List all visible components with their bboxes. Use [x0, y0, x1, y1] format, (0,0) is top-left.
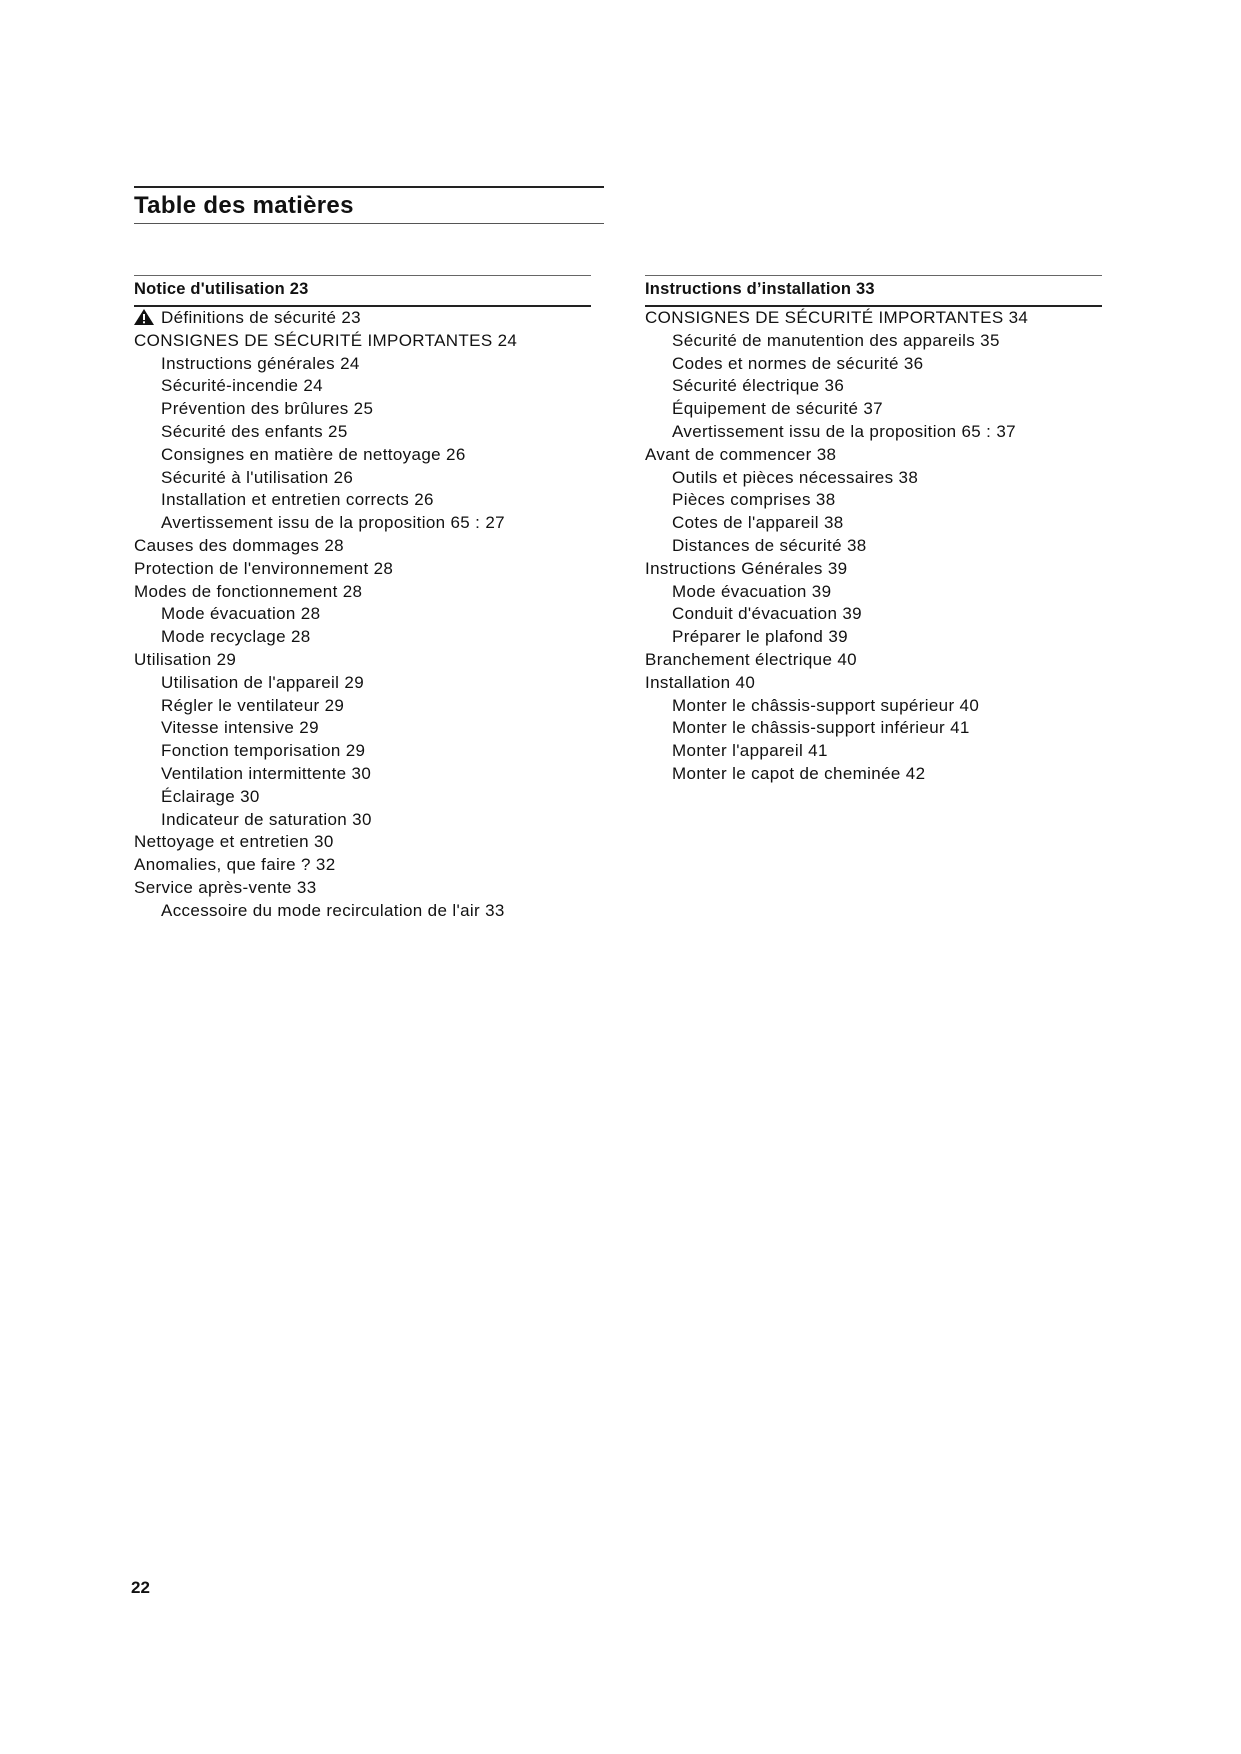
toc-entry-label: Codes et normes de sécurité 36 — [672, 353, 924, 373]
toc-entry[interactable] — [645, 649, 1102, 672]
toc-entry-label: Utilisation de l'appareil 29 — [161, 672, 364, 692]
toc-entry[interactable] — [645, 763, 1102, 786]
toc-column-installation — [645, 275, 1102, 786]
toc-entry[interactable] — [134, 375, 591, 398]
toc-entry-label: Mode évacuation 28 — [161, 604, 321, 624]
toc-entry[interactable] — [134, 900, 591, 923]
toc-entry[interactable] — [134, 489, 591, 512]
toc-list — [645, 307, 1102, 786]
toc-entry-label: Équipement de sécurité 37 — [672, 399, 883, 419]
toc-entry-label: Avertissement issu de la proposition 65 : 27 — [161, 513, 505, 533]
toc-entry-label: Mode recyclage 28 — [161, 627, 311, 647]
toc-entry[interactable] — [645, 717, 1102, 740]
toc-entry[interactable] — [134, 649, 591, 672]
toc-entry[interactable] — [645, 740, 1102, 763]
toc-entry[interactable] — [134, 763, 591, 786]
toc-entry-label: Cotes de l'appareil 38 — [672, 513, 844, 533]
toc-entry-label: Branchement électrique 40 — [645, 649, 857, 669]
toc-entry-label: Éclairage 30 — [161, 786, 260, 806]
toc-entry[interactable] — [645, 444, 1102, 467]
toc-entry-label: Prévention des brûlures 25 — [161, 399, 374, 419]
toc-entry[interactable] — [645, 489, 1102, 512]
toc-entry-label: Monter le châssis-support inférieur 41 — [672, 718, 970, 738]
toc-entry[interactable] — [645, 512, 1102, 535]
toc-entry[interactable] — [645, 626, 1102, 649]
toc-entry[interactable] — [645, 353, 1102, 376]
toc-entry[interactable] — [645, 467, 1102, 490]
toc-entry[interactable] — [134, 444, 591, 467]
toc-entry[interactable] — [134, 672, 591, 695]
toc-entry[interactable] — [134, 535, 591, 558]
toc-entry-label: Modes de fonctionnement 28 — [134, 581, 363, 601]
toc-entry-label: Instructions Générales 39 — [645, 558, 848, 578]
toc-entry-label: Régler le ventilateur 29 — [161, 695, 345, 715]
toc-entry-label: Outils et pièces nécessaires 38 — [672, 467, 919, 487]
toc-entry-label: Monter le capot de cheminée 42 — [672, 763, 926, 783]
toc-entry-label: Avant de commencer 38 — [645, 444, 837, 464]
toc-section-heading-label: Instructions d’installation 33 — [645, 280, 875, 298]
toc-entry[interactable] — [134, 717, 591, 740]
toc-entry-label: Sécurité-incendie 24 — [161, 376, 323, 396]
page-title-block — [134, 186, 604, 224]
toc-entry[interactable] — [134, 626, 591, 649]
toc-section-heading[interactable] — [645, 275, 1102, 307]
toc-entry[interactable] — [134, 877, 591, 900]
toc-entry-label: Vitesse intensive 29 — [161, 718, 319, 738]
page-title: Table des matières — [134, 192, 354, 219]
toc-entry-label: Utilisation 29 — [134, 649, 237, 669]
toc-column-usage — [134, 275, 591, 923]
toc-entry[interactable] — [134, 353, 591, 376]
toc-entry[interactable] — [134, 307, 591, 330]
toc-entry-label: Consignes en matière de nettoyage 26 — [161, 444, 466, 464]
toc-entry[interactable] — [645, 375, 1102, 398]
toc-entry-label: Monter l'appareil 41 — [672, 741, 828, 761]
toc-section-heading-label: Notice d'utilisation 23 — [134, 280, 309, 298]
toc-entry[interactable] — [134, 398, 591, 421]
toc-entry-label: Nettoyage et entretien 30 — [134, 832, 334, 852]
toc-entry-label: Accessoire du mode recirculation de l'air 33 — [161, 900, 505, 920]
toc-entry-label: Définitions de sécurité 23 — [161, 308, 361, 327]
toc-entry[interactable] — [645, 307, 1102, 330]
toc-entry[interactable] — [134, 786, 591, 809]
toc-entry-label: Instructions générales 24 — [161, 353, 360, 373]
toc-entry-label: Causes des dommages 28 — [134, 535, 344, 555]
toc-entry-label: Avertissement issu de la proposition 65 : 37 — [672, 421, 1016, 441]
toc-entry-label: Anomalies, que faire ? 32 — [134, 855, 336, 875]
toc-entry-label: Indicateur de saturation 30 — [161, 809, 372, 829]
toc-entry[interactable] — [134, 809, 591, 832]
toc-entry[interactable] — [645, 695, 1102, 718]
toc-entry[interactable] — [645, 672, 1102, 695]
toc-entry[interactable] — [134, 558, 591, 581]
toc-entry[interactable] — [645, 421, 1102, 444]
toc-entry-label: Sécurité de manutention des appareils 35 — [672, 330, 1000, 350]
toc-entry-label: Fonction temporisation 29 — [161, 741, 366, 761]
toc-entry[interactable] — [134, 512, 591, 535]
toc-entry[interactable] — [134, 831, 591, 854]
toc-entry[interactable] — [645, 330, 1102, 353]
toc-entry[interactable] — [134, 740, 591, 763]
toc-entry-label: Mode évacuation 39 — [672, 581, 832, 601]
toc-entry[interactable] — [134, 330, 591, 353]
toc-entry[interactable] — [134, 421, 591, 444]
toc-entry[interactable] — [645, 603, 1102, 626]
toc-entry-label: Pièces comprises 38 — [672, 490, 836, 510]
warning-triangle-icon — [134, 309, 154, 325]
toc-entry-label: Monter le châssis-support supérieur 40 — [672, 695, 980, 715]
toc-entry-label: Sécurité électrique 36 — [672, 376, 845, 396]
toc-list — [134, 307, 591, 923]
page-number: 22 — [131, 1578, 150, 1597]
toc-entry[interactable] — [645, 581, 1102, 604]
toc-entry[interactable] — [134, 695, 591, 718]
toc-section-heading[interactable] — [134, 275, 591, 307]
toc-entry[interactable] — [645, 535, 1102, 558]
toc-entry[interactable] — [134, 581, 591, 604]
toc-entry-label: Installation 40 — [645, 672, 756, 692]
toc-entry-label: Distances de sécurité 38 — [672, 535, 867, 555]
toc-entry-label: Conduit d'évacuation 39 — [672, 604, 862, 624]
toc-entry-label: Installation et entretien corrects 26 — [161, 490, 434, 510]
toc-entry-label: Protection de l'environnement 28 — [134, 558, 394, 578]
toc-entry[interactable] — [134, 603, 591, 626]
toc-entry-label: Sécurité des enfants 25 — [161, 421, 348, 441]
toc-entry-label: Préparer le plafond 39 — [672, 627, 848, 647]
toc-entry-label: CONSIGNES DE SÉCURITÉ IMPORTANTES 34 — [645, 308, 1029, 327]
toc-entry-label: Ventilation intermittente 30 — [161, 763, 372, 783]
toc-entry-label: Service après-vente 33 — [134, 877, 317, 897]
toc-entry[interactable] — [645, 398, 1102, 421]
toc-entry-label: CONSIGNES DE SÉCURITÉ IMPORTANTES 24 — [134, 330, 518, 350]
toc-entry[interactable] — [134, 467, 591, 490]
toc-entry[interactable] — [645, 558, 1102, 581]
toc-entry[interactable] — [134, 854, 591, 877]
toc-entry-label: Sécurité à l'utilisation 26 — [161, 467, 354, 487]
